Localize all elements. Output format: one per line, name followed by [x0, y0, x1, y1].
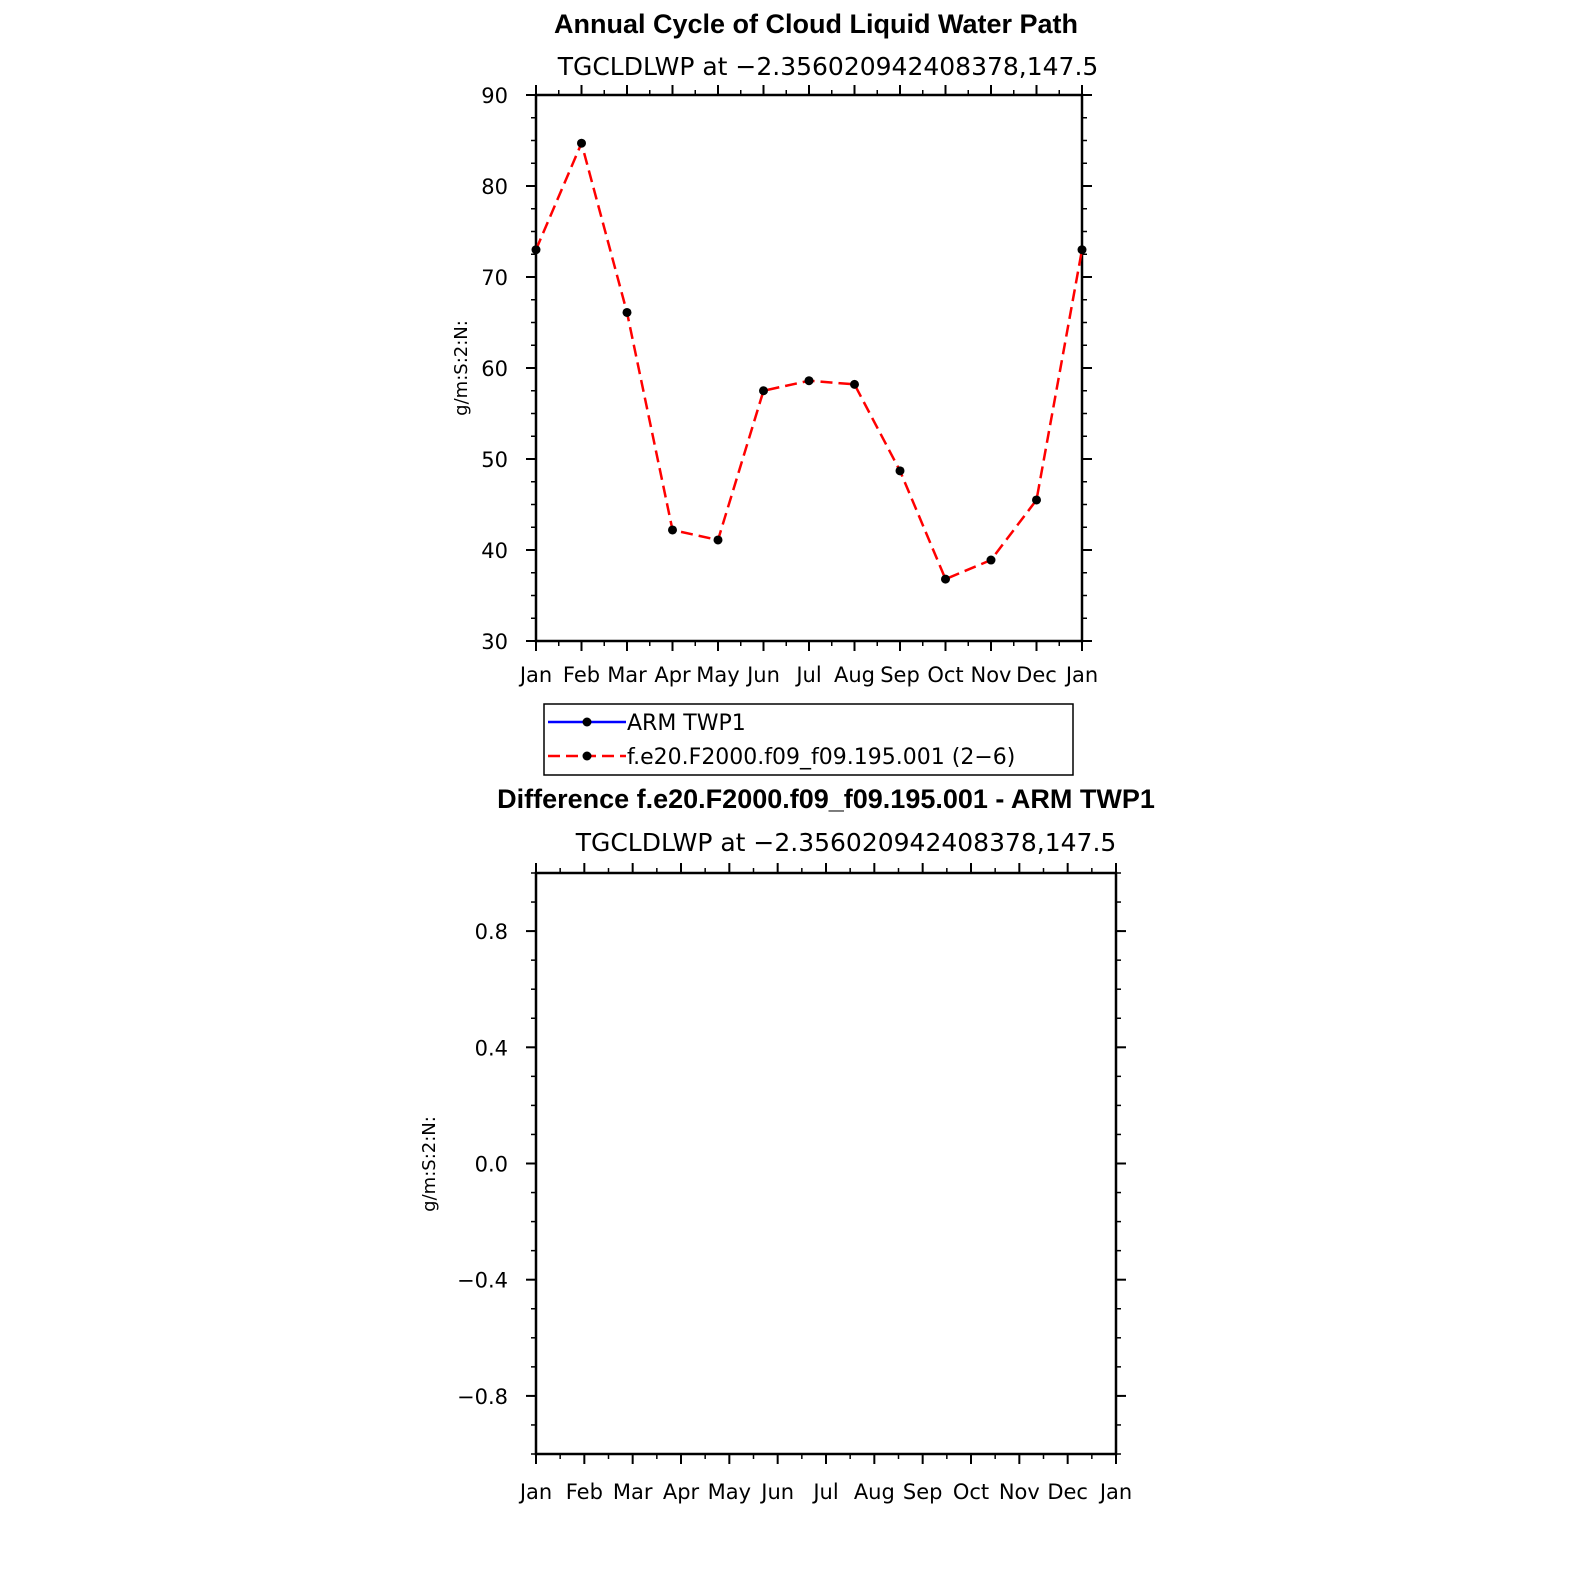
y-tick-label: 0.4: [474, 1036, 508, 1061]
legend-label: ARM TWP1: [627, 711, 746, 736]
x-tick-label: Mar: [607, 663, 647, 687]
x-tick-label: Feb: [562, 663, 601, 687]
x-tick-label: Nov: [970, 663, 1012, 687]
x-tick-label: Dec: [1047, 1480, 1088, 1504]
x-tick-label: May: [707, 1480, 752, 1504]
y-tick-label: 40: [481, 539, 508, 563]
x-tick-label: Oct: [927, 663, 964, 687]
chart-title: Annual Cycle of Cloud Liquid Water Path: [553, 9, 1079, 39]
data-point: [850, 380, 859, 389]
data-point: [668, 525, 677, 534]
data-point: [987, 556, 996, 565]
data-point: [896, 466, 905, 475]
plot-series: [532, 139, 1087, 584]
y-axis-label: g/m:S:2:N:: [419, 1116, 440, 1212]
data-point: [941, 575, 950, 584]
legend-marker: [583, 718, 592, 727]
y-tick-label: 30: [481, 630, 508, 654]
data-point: [532, 245, 541, 254]
data-point: [623, 308, 632, 317]
y-tick-label: 90: [481, 84, 508, 108]
data-point: [1032, 495, 1041, 504]
chart-title: Difference f.e20.F2000.f09_f09.195.001 - ARM TWP1: [497, 784, 1155, 814]
legend: [544, 704, 1073, 775]
y-tick-label: 70: [481, 266, 508, 290]
plot-frame: [536, 95, 1082, 641]
x-tick-label: Jan: [519, 663, 553, 687]
x-tick-label: May: [696, 663, 740, 687]
x-tick-label: Apr: [662, 1480, 700, 1504]
x-tick-label: Feb: [565, 1480, 603, 1504]
y-axis-label: g/m:S:2:N:: [451, 320, 472, 416]
legend-marker: [583, 752, 592, 761]
x-tick-label: Jun: [761, 1480, 795, 1504]
chart-subtitle: TGCLDLWP at −2.356020942408378,147.5: [575, 828, 1117, 857]
x-tick-label: Aug: [833, 663, 876, 687]
x-tick-label: Jul: [813, 1480, 839, 1504]
data-point: [577, 139, 586, 148]
y-tick-label: 50: [481, 448, 508, 472]
data-point: [759, 386, 768, 395]
plot-axes: [457, 863, 1132, 1504]
y-tick-label: 0.8: [474, 920, 508, 945]
legend-label: f.e20.F2000.f09_f09.195.001 (2−6): [627, 745, 1016, 770]
data-point: [1078, 245, 1087, 254]
data-point: [805, 376, 814, 385]
x-tick-label: Nov: [998, 1480, 1040, 1504]
y-tick-label: 60: [481, 357, 508, 381]
series-line: [536, 143, 1082, 579]
annual-cycle-panel: [451, 9, 1098, 687]
x-tick-label: Sep: [880, 663, 920, 687]
x-tick-label: Jul: [796, 663, 822, 687]
chart-subtitle: TGCLDLWP at −2.356020942408378,147.5: [557, 52, 1099, 81]
y-tick-label: −0.8: [457, 1384, 508, 1409]
x-tick-label: Mar: [612, 1480, 653, 1504]
x-tick-label: Jan: [519, 1480, 553, 1504]
data-point: [714, 535, 723, 544]
x-tick-label: Apr: [654, 663, 691, 687]
x-tick-label: Aug: [853, 1480, 895, 1504]
x-tick-label: Jan: [1099, 1480, 1133, 1504]
x-tick-label: Jun: [747, 663, 780, 687]
difference-panel: [419, 784, 1155, 1504]
y-tick-label: 80: [481, 175, 508, 199]
y-tick-label: −0.4: [457, 1268, 508, 1293]
plot-frame: [536, 873, 1116, 1454]
x-tick-label: Jan: [1065, 663, 1099, 687]
x-tick-label: Oct: [952, 1480, 990, 1504]
x-tick-label: Sep: [902, 1480, 943, 1504]
x-tick-label: Dec: [1016, 663, 1057, 687]
y-tick-label: 0.0: [474, 1152, 508, 1177]
